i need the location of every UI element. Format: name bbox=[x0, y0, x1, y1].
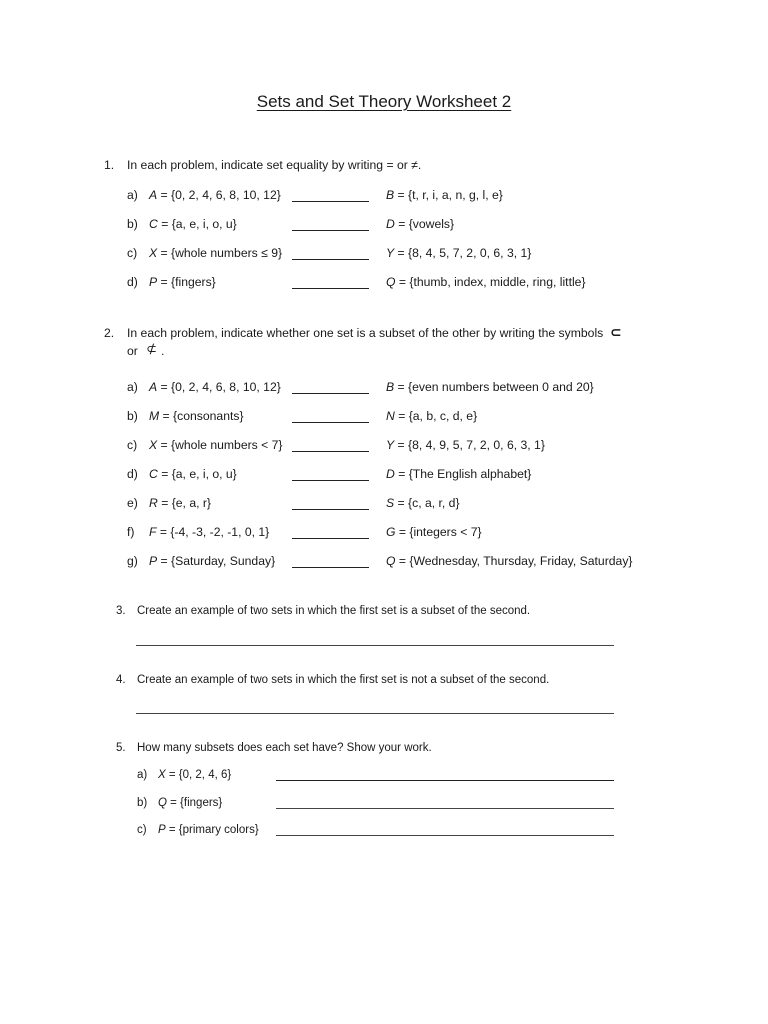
answer-blank[interactable] bbox=[292, 230, 369, 231]
set-variable: M bbox=[149, 409, 160, 423]
answer-blank[interactable] bbox=[292, 288, 369, 289]
set-variable: P bbox=[158, 824, 166, 836]
left-set bbox=[149, 438, 283, 452]
right-set bbox=[386, 438, 545, 452]
set-item bbox=[158, 797, 222, 809]
problem-letter: g) bbox=[127, 554, 138, 568]
right-set bbox=[386, 554, 632, 568]
set-definition: = {8, 4, 5, 7, 2, 0, 6, 3, 1} bbox=[394, 246, 532, 260]
problem-letter: a) bbox=[127, 188, 138, 202]
set-definition: = {fingers} bbox=[157, 275, 216, 289]
set-variable: P bbox=[149, 275, 158, 289]
set-definition: = {a, b, c, d, e} bbox=[394, 409, 478, 423]
problem-letter: c) bbox=[127, 438, 138, 452]
right-set bbox=[386, 380, 594, 394]
subset-symbol: ⊂ bbox=[610, 324, 622, 340]
set-definition: = {0, 2, 4, 6} bbox=[165, 769, 232, 781]
set-definition: = {integers < 7} bbox=[395, 525, 482, 539]
set-definition: = {-4, -3, -2, -1, 0, 1} bbox=[156, 525, 270, 539]
not-subset-symbol: ⊄ bbox=[146, 341, 157, 356]
problem-letter: c) bbox=[127, 246, 138, 260]
set-definition: = {e, a, r} bbox=[157, 496, 212, 510]
question-prompt-or: or bbox=[127, 344, 138, 358]
right-set bbox=[386, 409, 477, 423]
set-variable: N bbox=[386, 409, 395, 423]
set-variable: A bbox=[149, 188, 158, 202]
question-number: 2. bbox=[104, 326, 115, 340]
problem-letter: f) bbox=[127, 525, 135, 539]
set-definition: = {The English alphabet} bbox=[394, 467, 532, 481]
right-set bbox=[386, 467, 531, 481]
set-variable: X bbox=[158, 769, 166, 781]
worksheet-title: Sets and Set Theory Worksheet 2 bbox=[256, 92, 512, 111]
set-item bbox=[158, 824, 259, 836]
left-set bbox=[149, 467, 237, 481]
set-definition: = {a, e, i, o, u} bbox=[157, 467, 237, 481]
set-variable: Q bbox=[158, 797, 167, 809]
set-variable: D bbox=[386, 467, 395, 481]
set-variable: C bbox=[149, 467, 158, 481]
set-definition: = {primary colors} bbox=[165, 824, 259, 836]
set-definition: = {a, e, i, o, u} bbox=[157, 217, 237, 231]
answer-blank[interactable] bbox=[292, 201, 369, 202]
right-set bbox=[386, 275, 586, 289]
question-prompt-end: . bbox=[161, 344, 165, 358]
problem-letter: d) bbox=[127, 467, 138, 481]
set-variable: B bbox=[386, 188, 395, 202]
left-set bbox=[149, 188, 281, 202]
set-variable: S bbox=[386, 496, 395, 510]
right-set bbox=[386, 496, 460, 510]
set-definition: = {whole numbers < 7} bbox=[157, 438, 283, 452]
set-definition: = {t, r, i, a, n, g, l, e} bbox=[394, 188, 503, 202]
set-variable: X bbox=[149, 246, 158, 260]
set-variable: X bbox=[149, 438, 158, 452]
left-set bbox=[149, 275, 216, 289]
set-definition: = {0, 2, 4, 6, 8, 10, 12} bbox=[157, 380, 281, 394]
answer-line[interactable] bbox=[276, 808, 614, 809]
set-item bbox=[158, 769, 231, 781]
question-prompt: Create an example of two sets in which the first set is not a subset of the second. bbox=[137, 674, 550, 686]
problem-letter: a) bbox=[137, 769, 148, 781]
right-set bbox=[386, 188, 503, 202]
set-definition: = {Saturday, Sunday} bbox=[157, 554, 276, 568]
problem-letter: d) bbox=[127, 275, 138, 289]
answer-blank[interactable] bbox=[292, 480, 369, 481]
problem-letter: b) bbox=[127, 217, 138, 231]
answer-line[interactable] bbox=[136, 645, 614, 646]
set-definition: = {thumb, index, middle, ring, little} bbox=[395, 275, 586, 289]
question-number: 5. bbox=[116, 742, 126, 754]
problem-letter: c) bbox=[137, 824, 147, 836]
answer-blank[interactable] bbox=[292, 538, 369, 539]
left-set bbox=[149, 554, 275, 568]
left-set bbox=[149, 409, 244, 423]
answer-blank[interactable] bbox=[292, 451, 369, 452]
answer-blank[interactable] bbox=[292, 422, 369, 423]
answer-line[interactable] bbox=[276, 835, 614, 836]
question-number: 3. bbox=[116, 605, 126, 617]
set-definition: = {0, 2, 4, 6, 8, 10, 12} bbox=[157, 188, 281, 202]
question-prompt: In each problem, indicate whether one set is a subset of the other by writing the symbols bbox=[127, 326, 604, 340]
set-variable: Y bbox=[386, 438, 395, 452]
answer-line[interactable] bbox=[276, 780, 614, 781]
problem-letter: a) bbox=[127, 380, 138, 394]
set-variable: D bbox=[386, 217, 395, 231]
set-definition: = {8, 4, 9, 5, 7, 2, 0, 6, 3, 1} bbox=[394, 438, 545, 452]
left-set bbox=[149, 246, 282, 260]
right-set bbox=[386, 246, 531, 260]
set-variable: P bbox=[149, 554, 158, 568]
left-set bbox=[149, 380, 281, 394]
set-definition: = {fingers} bbox=[166, 797, 223, 809]
set-definition: = {consonants} bbox=[159, 409, 244, 423]
problem-letter: b) bbox=[137, 797, 148, 809]
problem-letter: b) bbox=[127, 409, 138, 423]
problem-letter: e) bbox=[127, 496, 138, 510]
question-number: 1. bbox=[104, 158, 115, 172]
set-variable: Q bbox=[386, 554, 396, 568]
answer-blank[interactable] bbox=[292, 567, 369, 568]
question-prompt: In each problem, indicate set equality by writing = or ≠. bbox=[127, 158, 422, 172]
question-number: 4. bbox=[116, 674, 126, 686]
set-definition: = {c, a, r, d} bbox=[394, 496, 460, 510]
set-variable: G bbox=[386, 525, 396, 539]
set-variable: Q bbox=[386, 275, 396, 289]
set-variable: B bbox=[386, 380, 395, 394]
set-variable: R bbox=[149, 496, 158, 510]
question-prompt: Create an example of two sets in which the first set is a subset of the second. bbox=[137, 605, 531, 617]
right-set bbox=[386, 217, 454, 231]
left-set bbox=[149, 217, 237, 231]
right-set bbox=[386, 525, 482, 539]
set-variable: F bbox=[149, 525, 157, 539]
answer-blank[interactable] bbox=[292, 509, 369, 510]
left-set bbox=[149, 525, 269, 539]
answer-line[interactable] bbox=[136, 713, 614, 714]
set-definition: = {vowels} bbox=[394, 217, 455, 231]
set-definition: = {Wednesday, Thursday, Friday, Saturday} bbox=[395, 554, 633, 568]
left-set bbox=[149, 496, 211, 510]
set-definition: = {even numbers between 0 and 20} bbox=[394, 380, 594, 394]
set-variable: Y bbox=[386, 246, 395, 260]
answer-blank[interactable] bbox=[292, 393, 369, 394]
question-prompt: How many subsets does each set have? Show your work. bbox=[137, 742, 432, 754]
answer-blank[interactable] bbox=[292, 259, 369, 260]
set-definition: = {whole numbers ≤ 9} bbox=[157, 246, 283, 260]
set-variable: A bbox=[149, 380, 158, 394]
set-variable: C bbox=[149, 217, 158, 231]
